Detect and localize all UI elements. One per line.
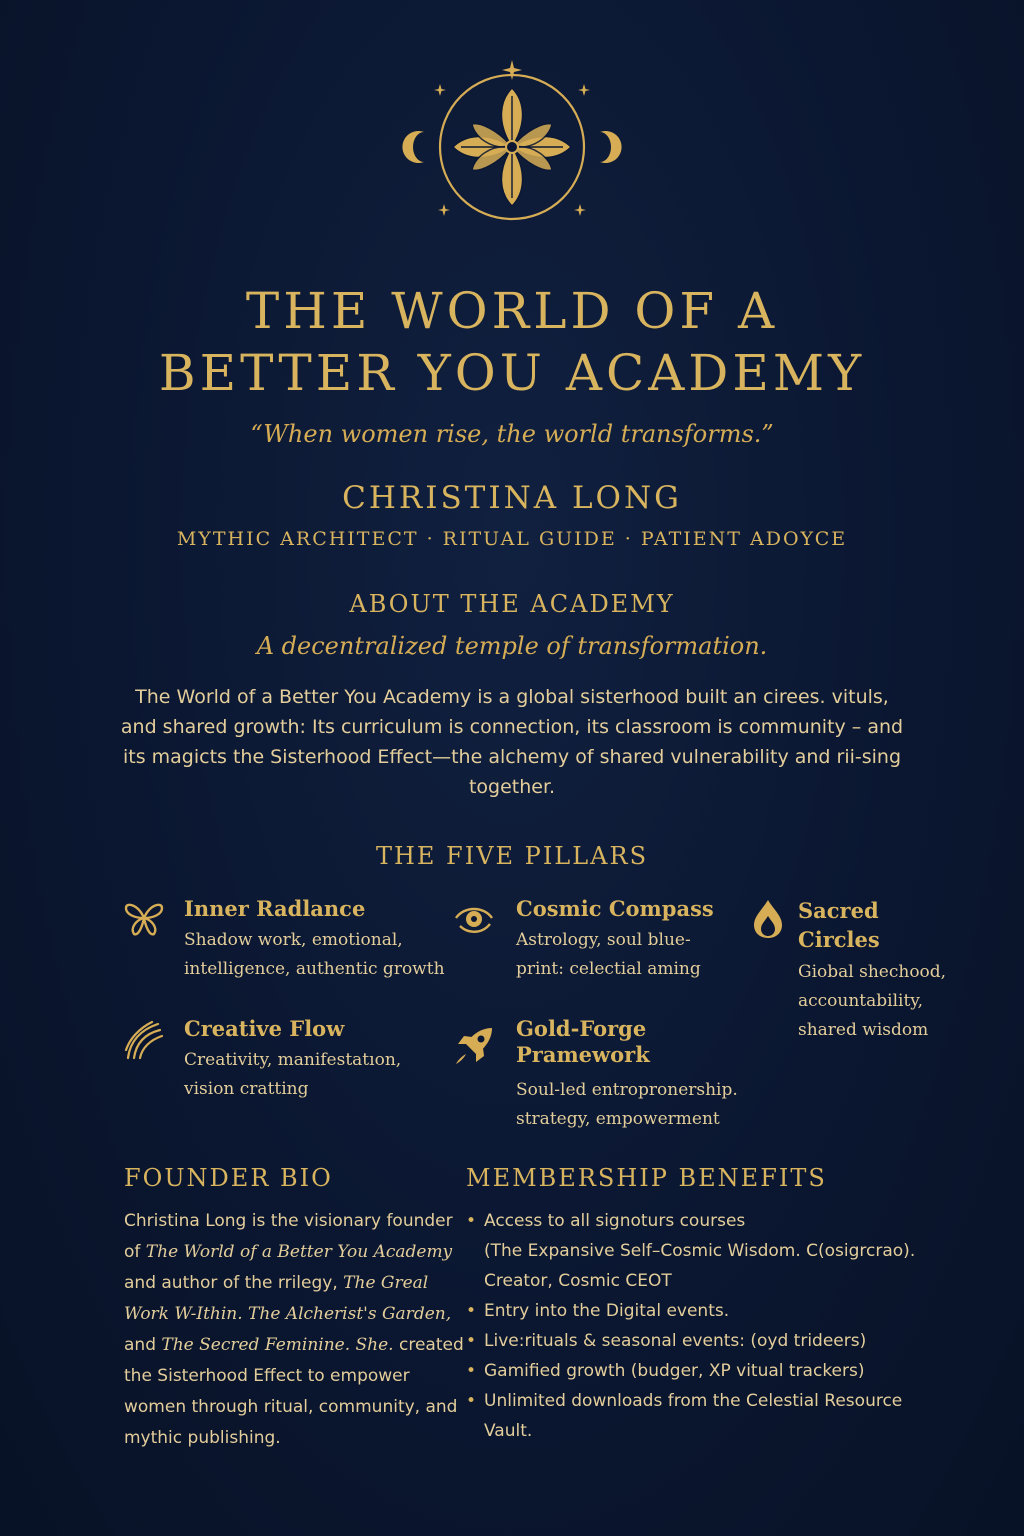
title-line-1: THE WORLD OF A: [245, 282, 779, 340]
membership-benefits-heading: MEMBERSHIP BENEFITS: [466, 1164, 827, 1192]
pillar-desc: Shadow work, emotional, intelligence, authentic growth: [184, 930, 445, 979]
brushstroke-icon: [122, 1016, 166, 1060]
benefit-text: Access to all signoturs courses: [484, 1211, 746, 1231]
pillar-cosmic-compass: [452, 896, 742, 991]
pillar-desc: Giobal shechood, accountability, shared wisdom: [798, 962, 947, 1040]
pillar-desc: Soul-led entropronership. strategy, empowerment: [516, 1080, 738, 1129]
title-line-2: BETTER YOU ACADEMY: [158, 344, 866, 402]
benefit-text: Gamified growth (budger, XP vitual trackers): [484, 1361, 865, 1381]
tagline-quote: “When women rise, the world transforms.”: [250, 420, 774, 448]
pillar-name: Creative Flow: [184, 1016, 345, 1041]
list-item: [466, 1206, 936, 1296]
founder-roles: MYTHIC ARCHITECT · RITUAL GUIDE · PATIENT ADOYCE: [176, 528, 848, 550]
pillar-inner-radiance: [122, 896, 452, 991]
bio-book-titles: The Greal Work W-Ithin. The Alcherist's Garden,: [124, 1273, 452, 1324]
flame-icon: [746, 896, 790, 940]
benefit-text: Entry into the Digital events.: [484, 1301, 730, 1321]
list-item: [466, 1356, 936, 1386]
benefit-subtext: (The Expansive Self–Cosmic Wisdom. C(osigrcrao). Creator, Cosmic CEOT: [484, 1241, 916, 1291]
pillar-name: Gold-Forge Pramework: [516, 1016, 650, 1067]
pillar-name: Cosmic Compass: [516, 896, 714, 921]
eye-orbit-icon: [452, 896, 496, 940]
pillars-heading: THE FIVE PILLARS: [375, 842, 649, 870]
about-body: The World of a Better You Academy is a global sisterhood built an cirees. vituls, and shared growth: Its curriculum is connection, its classroom is community – and its magicts the Sisterhood Effect—the alchemy of shared vulnerability and rii-sing together.: [120, 686, 904, 798]
pillar-creative-flow: [122, 1016, 442, 1111]
rocket-icon: [452, 1024, 496, 1068]
pillar-sacred-circles: [746, 896, 976, 1056]
bio-text-part: and: [124, 1335, 162, 1355]
bio-text-part: Christina Long is the visionary founder of: [124, 1211, 453, 1262]
benefit-text: Live:rituals & seasonal events: (oyd trideers): [484, 1331, 867, 1351]
benefits-list: [466, 1206, 936, 1446]
founder-bio-heading: FOUNDER BIO: [124, 1164, 333, 1192]
pillar-name: Inner Radlance: [184, 896, 366, 921]
list-item: [466, 1326, 936, 1356]
bio-book-title: The Secred Feminine. She.: [161, 1335, 394, 1355]
lotus-emblem-icon: [400, 52, 624, 232]
butterfly-icon: [122, 896, 166, 940]
pillar-desc: Astrology, soul blue-print: celectial aming: [516, 930, 701, 979]
about-heading: ABOUT THE ACADEMY: [349, 590, 675, 618]
list-item: [466, 1296, 936, 1326]
pillar-gold-forge-framework: [452, 1016, 752, 1141]
bio-text-part: and author of the rrilegy,: [124, 1273, 344, 1293]
founder-bio-text: [124, 1206, 464, 1454]
founder-name: CHRISTINA LONG: [342, 480, 682, 516]
pillar-desc: Creativity, manifestatıon, vision cratting: [184, 1050, 402, 1099]
benefit-text: Unlimited downloads from the Celestial Resource Vault.: [484, 1391, 903, 1441]
list-item: [466, 1386, 936, 1446]
pillar-name: Sacred Circles: [798, 898, 880, 952]
bio-academy-title: The World of a Better You Academy: [145, 1242, 453, 1262]
about-subtitle: A decentralized temple of transformation.: [256, 632, 768, 660]
bio-text-part: created the Sisterhood Effect to empower women through ritual, community, and mythic publishing.: [124, 1335, 464, 1448]
